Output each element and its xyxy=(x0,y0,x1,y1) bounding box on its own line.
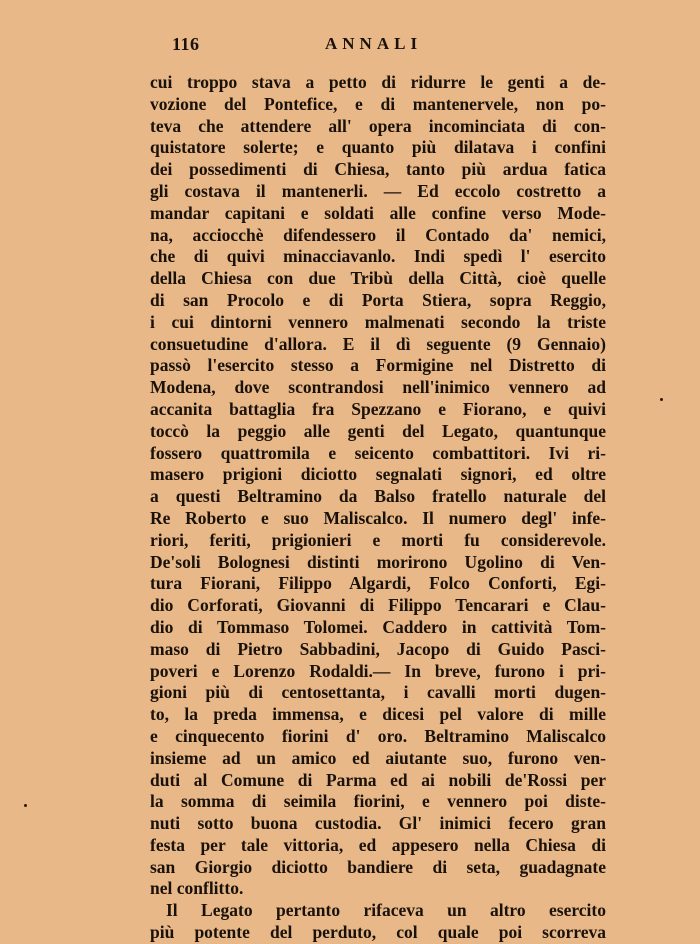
text-line: poveri e Lorenzo Rodaldi.— In breve, furono i pri- xyxy=(150,660,606,681)
text-line: fossero quattromila e seicento combattitori. Ivi ri- xyxy=(150,442,606,463)
page-number: 116 xyxy=(172,34,200,54)
text-line: mandar capitani e soldati alle confine verso Mode- xyxy=(150,202,606,223)
body-text xyxy=(150,72,606,944)
text-line: passò l'esercito stesso a Formigine nel Distretto di xyxy=(150,355,606,376)
text-line: Modena, dove scontrandosi nell'inimico vennero ad xyxy=(150,377,606,398)
text-line: gli costava il mantenerli. — Ed eccolo costretto a xyxy=(150,180,606,201)
text-line: i cui dintorni vennero malmenati secondo la triste xyxy=(150,311,606,332)
text-line: dio di Tommaso Tolomei. Caddero in cattività Tom- xyxy=(150,616,606,637)
text-line: cui troppo stava a petto di ridurre le genti a de- xyxy=(150,72,606,92)
text-line: accanita battaglia fra Spezzano e Fiorano, e quivi xyxy=(150,398,606,419)
text-line: dio Corforati, Giovanni di Filippo Tencarari e Clau- xyxy=(150,595,606,616)
text-line: duti al Comune di Parma ed ai nobili de'Rossi per xyxy=(150,769,606,790)
text-line: della Chiesa con due Tribù della Città, cioè quelle xyxy=(150,268,606,289)
text-line: na, acciocchè difendessero il Contado da' nemici, xyxy=(150,224,606,245)
page-header xyxy=(150,34,606,58)
text-line: la somma di seimila fiorini, e vennero poi diste- xyxy=(150,791,606,812)
text-line: Re Roberto e suo Maliscalco. Il numero degl' infe- xyxy=(150,507,606,528)
text-line: nel conflitto. xyxy=(150,878,244,899)
text-line: to, la preda immensa, e dicesi pel valore di mille xyxy=(150,704,606,725)
text-line: toccò la peggio alle genti del Legato, quantunque xyxy=(150,420,606,441)
text-line: e cinquecento fiorini d' oro. Beltramino Maliscalco xyxy=(150,725,606,746)
text-line: insieme ad un amico ed aiutante suo, furono ven- xyxy=(150,747,606,768)
text-line: che di quivi minacciavanlo. Indi spedì l' esercito xyxy=(150,246,606,267)
text-line: di san Procolo e di Porta Stiera, sopra Reggio, xyxy=(150,289,606,310)
text-line: quistatore solerte; e quanto più dilatava i confini xyxy=(150,137,606,158)
text-line: teva che attendere all' opera incominciata di con- xyxy=(150,115,606,136)
text-line: dei possedimenti di Chiesa, tanto più ardua fatica xyxy=(150,159,606,180)
text-line: vozione del Pontefice, e di mantenervele, non po- xyxy=(150,93,606,114)
text-line: nuti sotto buona custodia. Gl' inimici fecero gran xyxy=(150,813,606,834)
text-line: più potente del perduto, col quale poi scorreva xyxy=(150,922,606,943)
text-line: De'soli Bolognesi distinti morirono Ugolino di Ven- xyxy=(150,551,606,572)
text-line: maso di Pietro Sabbadini, Jacopo di Guido Pasci- xyxy=(150,638,606,659)
running-head: ANNALI xyxy=(325,34,423,53)
text-line: festa per tale vittoria, ed appesero nella Chiesa di xyxy=(150,834,606,855)
text-line: san Giorgio diciotto bandiere di seta, guadagnate xyxy=(150,856,606,877)
text-line: masero prigioni diciotto segnalati signori, ed oltre xyxy=(150,464,606,485)
paper-speck xyxy=(24,804,27,807)
text-line: riori, feriti, prigionieri e morti fu considerevole. xyxy=(150,529,606,550)
text-line: a questi Beltramino da Balso fratello naturale del xyxy=(150,486,606,507)
text-line: gioni più di centosettanta, i cavalli morti dugen- xyxy=(150,682,606,703)
text-line: Il Legato pertanto rifaceva un altro esercito xyxy=(166,900,606,921)
text-line: tura Fiorani, Filippo Algardi, Folco Conforti, Egi- xyxy=(150,573,606,594)
text-line: consuetudine d'allora. E il dì seguente (9 Gennaio) xyxy=(150,333,606,354)
paper-speck xyxy=(660,398,663,401)
